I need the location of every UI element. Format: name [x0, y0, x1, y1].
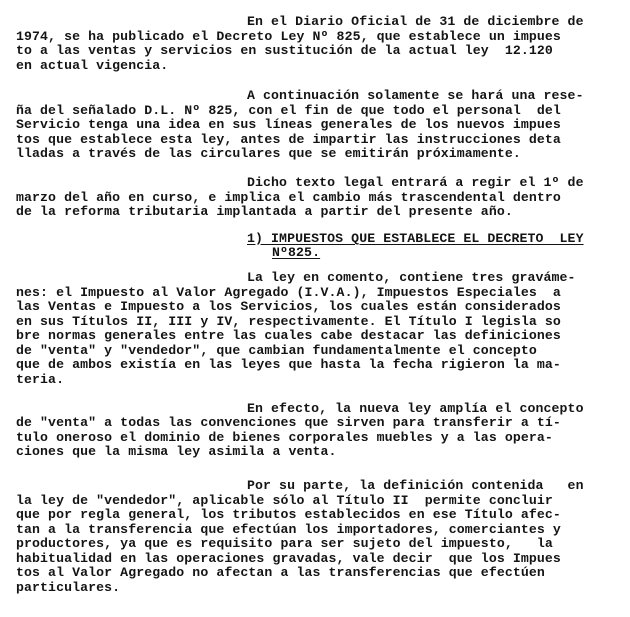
text-line: Dicho texto legal entrará a regir el 1º de [247, 175, 584, 190]
text-line: que de ambos existía en las leyes que hasta la fecha rigieron la ma- [16, 357, 561, 372]
text-line: ciones que la misma ley asimila a venta. [16, 444, 337, 459]
text-line: tulo oneroso el dominio de bienes corporales muebles y a las opera- [16, 430, 553, 445]
text-line: tos al Valor Agregado no afectan a las transferencias que efectúen [16, 565, 545, 580]
text-line: Servicio tenga una idea en sus líneas generales de los nuevos impues [16, 117, 561, 132]
text-line: Por su parte, la definición contenida en [247, 478, 584, 493]
text-line: tos que establece esta ley, antes de impartir las instrucciones deta [16, 132, 561, 147]
text-line: A continuación solamente se hará una rese- [247, 88, 584, 103]
text-line: En el Diario Oficial de 31 de diciembre de [247, 14, 584, 29]
text-line: lladas a través de las circulares que se emitirán próximamente. [16, 146, 521, 161]
text-line: 1974, se ha publicado el Decreto Ley Nº 825, que establece un impues [16, 29, 561, 44]
text-line: teria. [16, 372, 65, 387]
text-line: La ley en comento, contiene tres graváme- [247, 270, 576, 285]
text-line: En efecto, la nueva ley amplía el concepto [247, 401, 584, 416]
text-line: las Ventas e Impuesto a los Servicios, los cuales están considerados [16, 299, 561, 314]
text-line: productores, ya que es requisito para ser sujeto del impuesto, la [16, 536, 553, 551]
text-line: que por regla general, los tributos establecidos en ese Título afec- [16, 507, 561, 522]
text-line: bre normas generales entre las cuales cabe destacar las definiciones [16, 328, 561, 343]
text-line: habitualidad en las operaciones gravadas, vale decir que los Impues [16, 551, 561, 566]
text-line: marzo del año en curso, e implica el cambio más trascendental dentro [16, 190, 561, 205]
text-line: particulares. [16, 580, 121, 595]
text-line: to a las ventas y servicios en sustitución de la actual ley 12.120 [16, 43, 553, 58]
text-line: ña del señalado D.L. Nº 825, con el fin de que todo el personal del [16, 103, 561, 118]
text-line: de "venta" a todas las convenciones que sirven para transferir a tí- [16, 415, 561, 430]
text-line: nes: el Impuesto al Valor Agregado (I.V.A.), Impuestos Especiales a [16, 285, 561, 300]
text-line: la ley de "vendedor", aplicable sólo al Título II permite concluir [16, 493, 553, 508]
text-line: en sus Títulos II, III y IV, respectivamente. El Título I legisla so [16, 314, 561, 329]
heading-line: Nº825. [272, 245, 321, 260]
heading-line: 1) IMPUESTOS QUE ESTABLECE EL DECRETO LEY [247, 231, 584, 246]
text-line: de la reforma tributaria implantada a partir del presente año. [16, 204, 513, 219]
text-line: tan a la transferencia que efectúan los importadores, comerciantes y [16, 522, 561, 537]
text-line: de "venta" y "vendedor", que cambian fundamentalmente el concepto [16, 343, 537, 358]
text-line: en actual vigencia. [16, 58, 169, 73]
